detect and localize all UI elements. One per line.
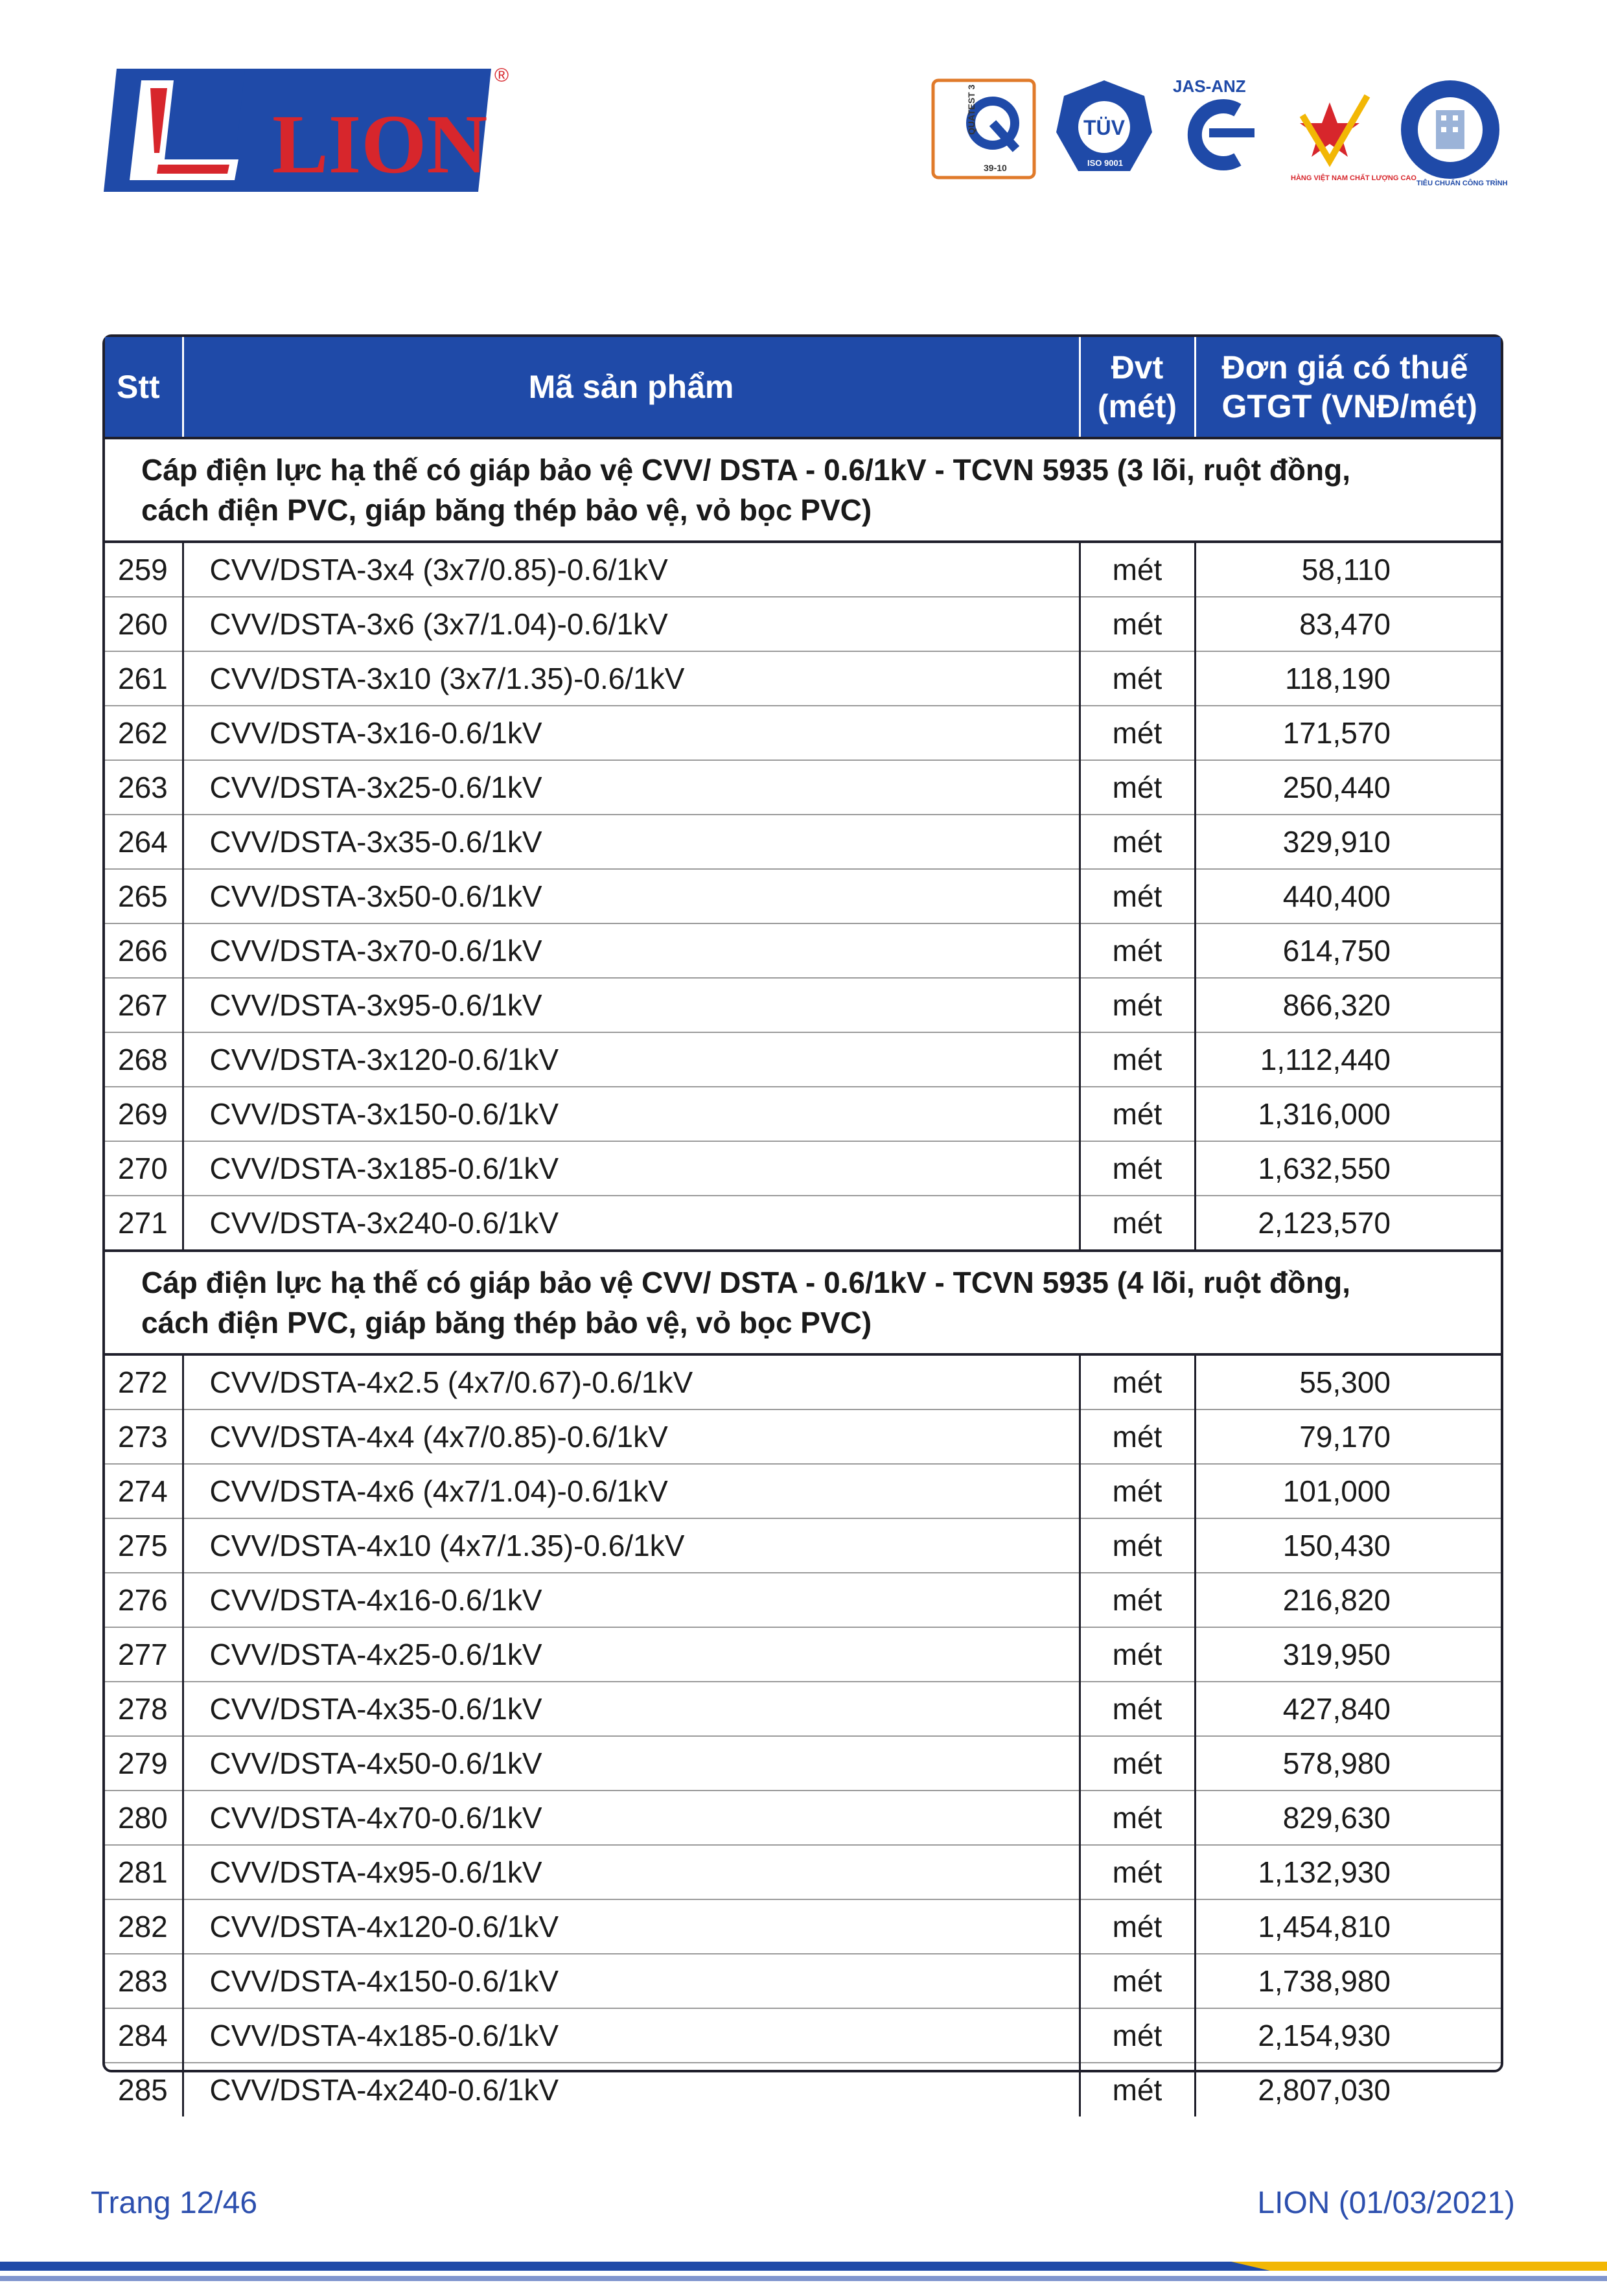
table-row — [105, 1791, 1501, 1845]
cell-stt: 276 — [105, 1573, 183, 1627]
group-title-line1: Cáp điện lực hạ thế có giáp bảo vệ CVV/ DSTA - 0.6/1kV - TCVN 5935 (4 lõi, ruột đồng, — [141, 1266, 1350, 1299]
cell-price: 150,430 — [1195, 1518, 1501, 1573]
svg-text:JAS-ANZ: JAS-ANZ — [1173, 76, 1246, 96]
quatest-badge — [933, 80, 1034, 178]
cell-stt: 267 — [105, 978, 183, 1032]
group-title-line2: cách điện PVC, giáp băng thép bảo vệ, vỏ bọc PVC) — [141, 1306, 872, 1339]
cell-product-code: CVV/DSTA-4x16-0.6/1kV — [183, 1573, 1080, 1627]
table-row — [105, 1954, 1501, 2008]
price-table — [102, 334, 1503, 2107]
tieu-chuan-badge — [1401, 80, 1508, 187]
cell-stt: 269 — [105, 1087, 183, 1141]
cell-product-code: CVV/DSTA-3x150-0.6/1kV — [183, 1087, 1080, 1141]
table-row — [105, 1409, 1501, 1464]
cell-product-code: CVV/DSTA-3x240-0.6/1kV — [183, 1196, 1080, 1251]
cell-price: 55,300 — [1195, 1354, 1501, 1409]
cell-price: 578,980 — [1195, 1736, 1501, 1791]
table-row — [105, 597, 1501, 651]
cell-stt: 284 — [105, 2008, 183, 2063]
cell-price: 171,570 — [1195, 706, 1501, 760]
cell-stt: 264 — [105, 815, 183, 869]
cell-product-code: CVV/DSTA-4x50-0.6/1kV — [183, 1736, 1080, 1791]
cell-stt: 266 — [105, 923, 183, 978]
hvnclc-badge — [1282, 82, 1416, 182]
cell-product-code: CVV/DSTA-3x185-0.6/1kV — [183, 1141, 1080, 1196]
cell-product-code: CVV/DSTA-3x35-0.6/1kV — [183, 815, 1080, 869]
cell-unit: mét — [1080, 1682, 1195, 1736]
table-row — [105, 1682, 1501, 1736]
table-row — [105, 1464, 1501, 1518]
table-row — [105, 1573, 1501, 1627]
cell-product-code: CVV/DSTA-4x10 (4x7/1.35)-0.6/1kV — [183, 1518, 1080, 1573]
footer-stripe — [0, 2236, 1607, 2296]
cell-unit: mét — [1080, 2063, 1195, 2116]
table-row — [105, 923, 1501, 978]
cell-stt: 278 — [105, 1682, 183, 1736]
header-price-line2: GTGT (VNĐ/mét) — [1221, 388, 1477, 424]
group-title-row — [105, 1251, 1501, 1354]
cell-unit: mét — [1080, 1464, 1195, 1518]
cell-product-code: CVV/DSTA-4x70-0.6/1kV — [183, 1791, 1080, 1845]
cell-stt: 279 — [105, 1736, 183, 1791]
cell-stt: 285 — [105, 2063, 183, 2116]
cell-price: 1,112,440 — [1195, 1032, 1501, 1087]
cell-price: 440,400 — [1195, 869, 1501, 923]
cell-price: 58,110 — [1195, 542, 1501, 597]
cell-price: 319,950 — [1195, 1627, 1501, 1682]
cell-product-code: CVV/DSTA-4x120-0.6/1kV — [183, 1899, 1080, 1954]
table-row — [105, 1196, 1501, 1251]
cell-price: 79,170 — [1195, 1409, 1501, 1464]
cell-unit: mét — [1080, 1954, 1195, 2008]
cell-unit: mét — [1080, 1032, 1195, 1087]
cell-stt: 263 — [105, 760, 183, 815]
cell-unit: mét — [1080, 542, 1195, 597]
cell-unit: mét — [1080, 1518, 1195, 1573]
cell-stt: 260 — [105, 597, 183, 651]
cell-product-code: CVV/DSTA-4x150-0.6/1kV — [183, 1954, 1080, 2008]
table-row — [105, 1627, 1501, 1682]
cell-stt: 259 — [105, 542, 183, 597]
table-row — [105, 760, 1501, 815]
header-stt: Stt — [105, 337, 183, 438]
lion-logo — [102, 62, 517, 198]
cell-unit: mét — [1080, 1791, 1195, 1845]
registered-mark: ® — [494, 65, 509, 86]
certification-badges — [933, 76, 1508, 187]
header-unit — [1080, 337, 1195, 438]
table-row — [105, 815, 1501, 869]
cell-stt: 271 — [105, 1196, 183, 1251]
group-title-line1: Cáp điện lực hạ thế có giáp bảo vệ CVV/ DSTA - 0.6/1kV - TCVN 5935 (3 lõi, ruột đồng, — [141, 453, 1350, 487]
cell-stt: 270 — [105, 1141, 183, 1196]
table-row — [105, 1899, 1501, 1954]
header-unit-line1: Đvt — [1111, 349, 1164, 386]
cell-stt: 265 — [105, 869, 183, 923]
table-row — [105, 1087, 1501, 1141]
table-row — [105, 2008, 1501, 2063]
cell-price: 101,000 — [1195, 1464, 1501, 1518]
cell-stt: 283 — [105, 1954, 183, 2008]
cell-unit: mét — [1080, 597, 1195, 651]
cell-price: 1,738,980 — [1195, 1954, 1501, 2008]
cell-price: 614,750 — [1195, 923, 1501, 978]
cell-product-code: CVV/DSTA-3x70-0.6/1kV — [183, 923, 1080, 978]
cell-unit: mét — [1080, 651, 1195, 706]
cell-price: 427,840 — [1195, 1682, 1501, 1736]
cell-unit: mét — [1080, 706, 1195, 760]
cell-stt: 281 — [105, 1845, 183, 1899]
cell-price: 829,630 — [1195, 1791, 1501, 1845]
cell-unit: mét — [1080, 1573, 1195, 1627]
cell-product-code: CVV/DSTA-3x10 (3x7/1.35)-0.6/1kV — [183, 651, 1080, 706]
cell-unit: mét — [1080, 869, 1195, 923]
table-row — [105, 869, 1501, 923]
table-row — [105, 1845, 1501, 1899]
table-row — [105, 978, 1501, 1032]
cell-unit: mét — [1080, 1409, 1195, 1464]
cell-stt: 262 — [105, 706, 183, 760]
cell-product-code: CVV/DSTA-3x4 (3x7/0.85)-0.6/1kV — [183, 542, 1080, 597]
cell-price: 2,123,570 — [1195, 1196, 1501, 1251]
cell-unit: mét — [1080, 1087, 1195, 1141]
cell-price: 250,440 — [1195, 760, 1501, 815]
cell-price: 329,910 — [1195, 815, 1501, 869]
table-header-row — [105, 337, 1501, 438]
cell-price: 1,454,810 — [1195, 1899, 1501, 1954]
cell-unit: mét — [1080, 1196, 1195, 1251]
cell-price: 1,132,930 — [1195, 1845, 1501, 1899]
table-row — [105, 1736, 1501, 1791]
cell-stt: 280 — [105, 1791, 183, 1845]
cell-product-code: CVV/DSTA-4x4 (4x7/0.85)-0.6/1kV — [183, 1409, 1080, 1464]
cell-product-code: CVV/DSTA-4x25-0.6/1kV — [183, 1627, 1080, 1682]
cell-stt: 261 — [105, 651, 183, 706]
cell-unit: mét — [1080, 815, 1195, 869]
cell-price: 216,820 — [1195, 1573, 1501, 1627]
svg-text:39-10: 39-10 — [984, 163, 1007, 173]
cell-product-code: CVV/DSTA-4x185-0.6/1kV — [183, 2008, 1080, 2063]
table-body — [105, 438, 1501, 2116]
table-row — [105, 1141, 1501, 1196]
header-price — [1195, 337, 1501, 438]
price-table-grid — [105, 337, 1501, 2116]
cell-price: 2,807,030 — [1258, 2073, 1391, 2107]
table-row — [105, 2063, 1501, 2116]
svg-text:ISO 9001: ISO 9001 — [1087, 158, 1123, 168]
cell-product-code: CVV/DSTA-4x35-0.6/1kV — [183, 1682, 1080, 1736]
svg-text:TÜV: TÜV — [1083, 116, 1125, 139]
cell-product-code: CVV/DSTA-3x16-0.6/1kV — [183, 706, 1080, 760]
table-row — [105, 1518, 1501, 1573]
cell-stt: 272 — [105, 1354, 183, 1409]
group-title — [105, 438, 1501, 542]
cell-stt: 282 — [105, 1899, 183, 1954]
cell-product-code: CVV/DSTA-4x240-0.6/1kV — [183, 2063, 1080, 2116]
table-row — [105, 1354, 1501, 1409]
table-row — [105, 542, 1501, 597]
cell-price: 118,190 — [1195, 651, 1501, 706]
cell-product-code: CVV/DSTA-3x25-0.6/1kV — [183, 760, 1080, 815]
svg-text:QUATEST 3: QUATEST 3 — [966, 84, 977, 135]
table-row — [105, 651, 1501, 706]
cell-unit: mét — [1080, 760, 1195, 815]
header-unit-line2: (mét) — [1097, 388, 1177, 424]
group-title — [105, 1251, 1501, 1354]
svg-text:HÀNG VIỆT NAM CHẤT LƯỢNG CAO: HÀNG VIỆT NAM CHẤT LƯỢNG CAO — [1291, 174, 1416, 182]
cell-price: 866,320 — [1195, 978, 1501, 1032]
table-row — [105, 1032, 1501, 1087]
cell-product-code: CVV/DSTA-4x6 (4x7/1.04)-0.6/1kV — [183, 1464, 1080, 1518]
cell-unit: mét — [1080, 1354, 1195, 1409]
cell-stt: 277 — [105, 1627, 183, 1682]
cell-stt: 268 — [105, 1032, 183, 1087]
cell-unit: mét — [1080, 1899, 1195, 1954]
cell-unit: mét — [1080, 2008, 1195, 2063]
group-title-row — [105, 438, 1501, 542]
cell-unit: mét — [1080, 1845, 1195, 1899]
header-product-code: Mã sản phẩm — [183, 337, 1080, 438]
cell-unit: mét — [1080, 1736, 1195, 1791]
cell-unit: mét — [1080, 1141, 1195, 1196]
cell-product-code: CVV/DSTA-3x50-0.6/1kV — [183, 869, 1080, 923]
cell-stt: 275 — [105, 1518, 183, 1573]
edition-date: LION (01/03/2021) — [1257, 2186, 1515, 2220]
cell-price: 2,154,930 — [1195, 2008, 1501, 2063]
cell-stt: 273 — [105, 1409, 183, 1464]
cell-price: 1,316,000 — [1195, 1087, 1501, 1141]
cell-unit: mét — [1080, 1627, 1195, 1682]
cell-price: 1,632,550 — [1195, 1141, 1501, 1196]
svg-text:TIÊU CHUẨN CÔNG TRÌNH: TIÊU CHUẨN CÔNG TRÌNH — [1416, 180, 1508, 187]
jas-anz-badge — [1173, 76, 1254, 163]
cell-product-code: CVV/DSTA-3x6 (3x7/1.04)-0.6/1kV — [183, 597, 1080, 651]
group-title-line2: cách điện PVC, giáp băng thép bảo vệ, vỏ bọc PVC) — [141, 493, 872, 527]
cell-unit: mét — [1080, 923, 1195, 978]
cell-unit: mét — [1080, 978, 1195, 1032]
cell-product-code: CVV/DSTA-4x95-0.6/1kV — [183, 1845, 1080, 1899]
tuv-badge — [1056, 80, 1152, 171]
table-row — [105, 706, 1501, 760]
header-price-line1: Đơn giá có thuế — [1221, 349, 1468, 386]
cell-stt: 274 — [105, 1464, 183, 1518]
page-number: Trang 12/46 — [91, 2186, 258, 2220]
cell-price: 83,470 — [1195, 597, 1501, 651]
cell-product-code: CVV/DSTA-3x120-0.6/1kV — [183, 1032, 1080, 1087]
cell-product-code: CVV/DSTA-3x95-0.6/1kV — [183, 978, 1080, 1032]
cell-product-code: CVV/DSTA-4x2.5 (4x7/0.67)-0.6/1kV — [183, 1354, 1080, 1409]
lion-wordmark: LION — [272, 98, 488, 191]
